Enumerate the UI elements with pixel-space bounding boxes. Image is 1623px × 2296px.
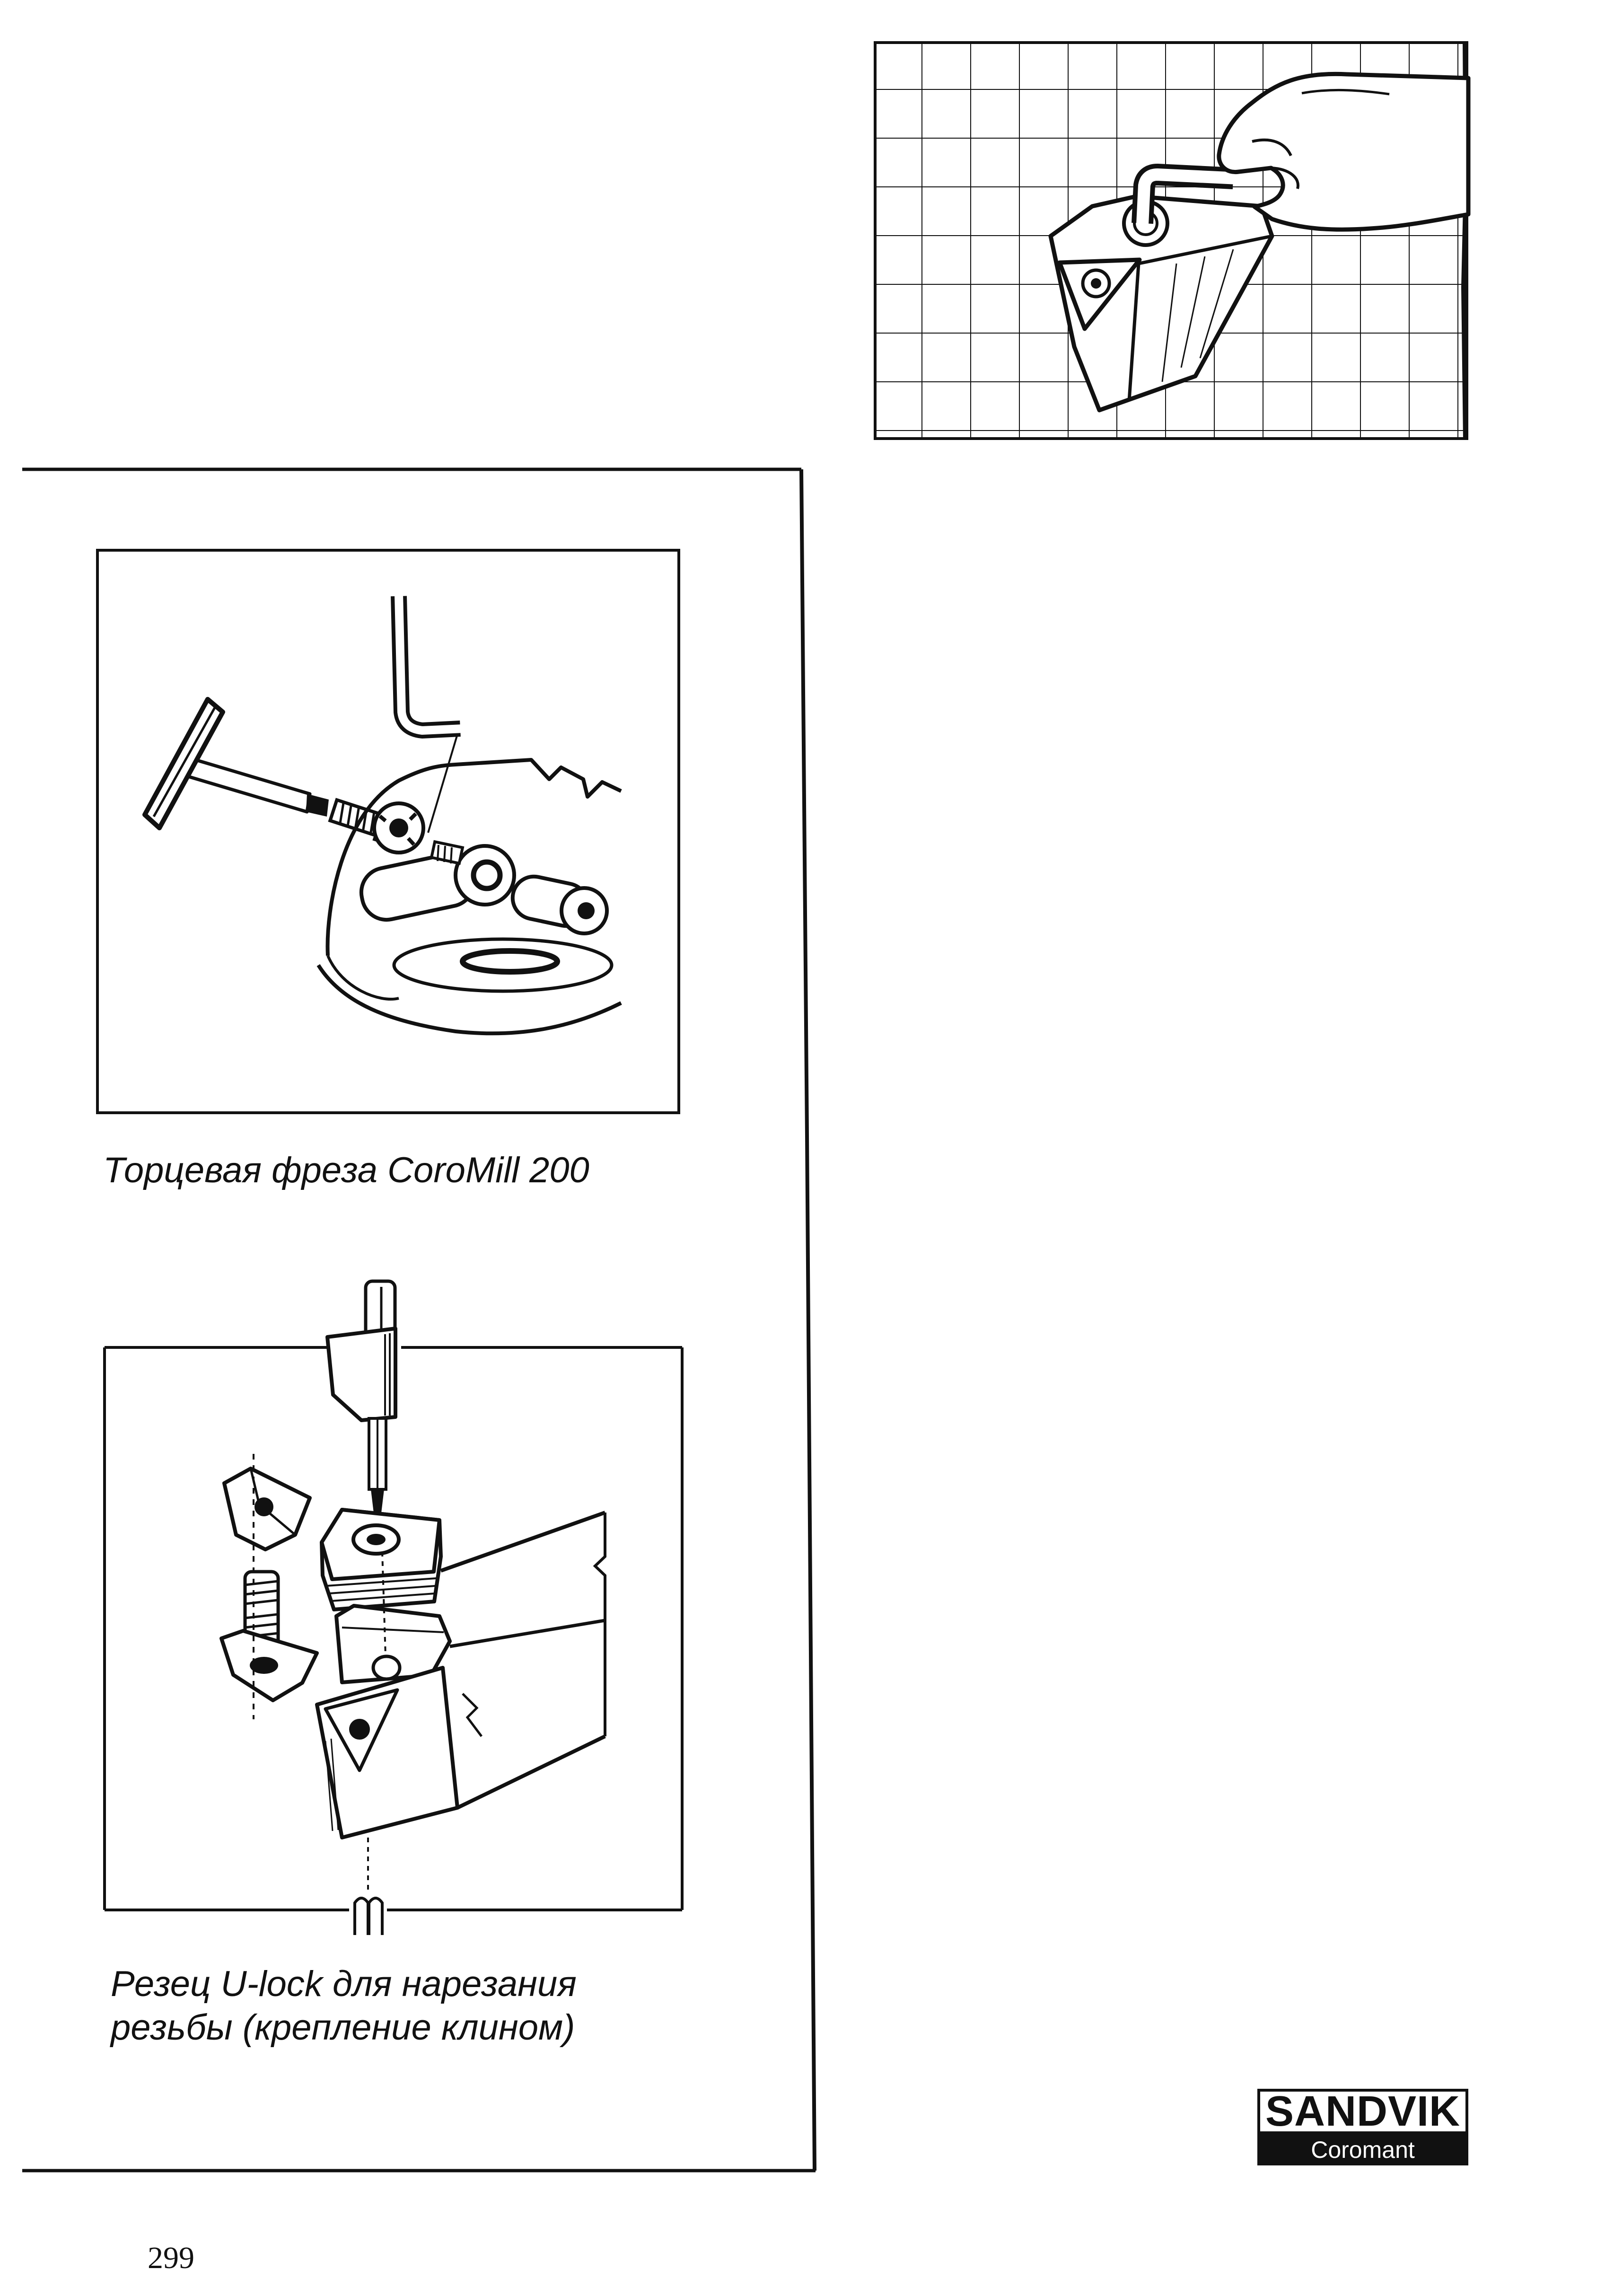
wedge-clamp-illustration	[322, 1510, 441, 1610]
caption-coromill-200: Торцевая фреза CoroMill 200	[103, 1150, 589, 1190]
coromill-200-figure	[96, 549, 680, 1114]
caption-u-lock-line-1: Резец U-lock для нарезания	[111, 1964, 577, 2004]
logo-brand-text: SANDVIK	[1257, 2089, 1468, 2134]
insert-change-figure	[874, 41, 1468, 440]
hand-illustration	[1219, 74, 1468, 229]
sandvik-coromant-logo	[1257, 2089, 1468, 2165]
logo-sub-text: Coromant	[1257, 2134, 1468, 2165]
washer-illustration	[374, 803, 423, 853]
caption-u-lock-line-2: резьбы (крепление клином)	[111, 2007, 575, 2048]
page-number: 299	[148, 2241, 194, 2275]
u-lock-figure	[103, 1268, 684, 1940]
